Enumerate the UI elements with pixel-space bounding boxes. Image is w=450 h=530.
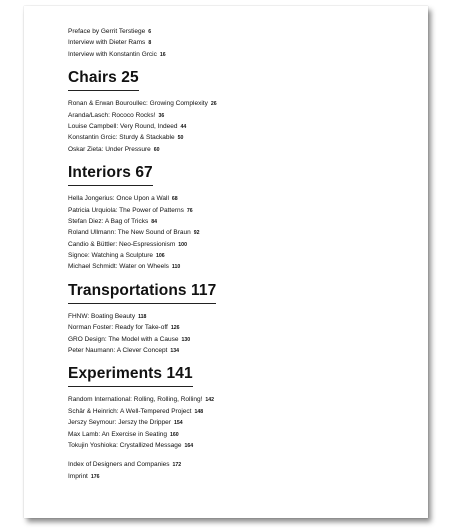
toc-entry (68, 429, 408, 440)
toc-entry (68, 144, 408, 155)
entry-title: Louise Campbell: Very Round, Indeed (68, 122, 178, 130)
entry-title: Norman Foster: Ready for Take-off (68, 324, 168, 332)
toc-entry (68, 250, 408, 261)
book-page (24, 6, 428, 518)
entry-page: 50 (177, 135, 184, 142)
intro-list (68, 26, 408, 60)
section-interiors (68, 164, 408, 273)
toc-entry (68, 394, 408, 405)
toc-entry (68, 110, 408, 121)
section-experiments (68, 365, 408, 451)
entry-page: 44 (180, 123, 187, 130)
entry-title: Ronan & Erwan Bouroullec: Growing Complexity (68, 100, 208, 108)
entry-page: 148 (194, 408, 204, 415)
toc-entry (68, 345, 408, 356)
entry-page: 100 (178, 241, 187, 248)
entry-page: 176 (90, 473, 100, 480)
entry-title: Aranda/Lasch: Rococo Rocks! (68, 111, 156, 119)
table-of-contents (68, 26, 408, 482)
entry-title: Stefan Diez: A Bag of Tricks (68, 217, 149, 225)
toc-entry (68, 121, 408, 132)
entry-page: 164 (184, 442, 194, 449)
entry-title: Preface by Gerrit Terstiege (68, 28, 146, 35)
toc-entry (68, 205, 408, 216)
entry-page: 126 (170, 325, 180, 332)
entry-page: 118 (138, 313, 147, 320)
entry-title: Signce: Watching a Sculpture (68, 252, 154, 260)
entry-title: GRO Design: The Model with a Cause (68, 335, 179, 343)
entry-title: Hella Jongerius: Once Upon a Wall (68, 195, 169, 203)
entry-title: Tokujin Yoshioka: Crystallized Message (68, 441, 182, 449)
toc-entry (68, 322, 408, 333)
entry-page: 92 (193, 230, 200, 237)
entry-page: 106 (156, 253, 165, 260)
entry-title: Roland Ullmann: The New Sound of Braun (68, 229, 191, 237)
entry-title: Imprint (68, 472, 88, 480)
toc-entry (68, 239, 408, 250)
toc-entry (68, 26, 408, 37)
entry-title: Index of Designers and Companies (68, 461, 170, 469)
entry-title: Interview with Konstantin Grcic (68, 50, 157, 58)
toc-entry (68, 216, 408, 227)
entry-page: 60 (153, 146, 160, 153)
section-heading: Transportations 117 (68, 282, 216, 304)
entry-page: 36 (158, 112, 165, 119)
spacer (68, 451, 408, 459)
entry-page: 134 (170, 348, 180, 355)
section-chairs (68, 69, 408, 155)
entry-page: 8 (148, 40, 152, 47)
entry-page: 110 (171, 264, 181, 271)
section-heading: Chairs 25 (68, 69, 139, 91)
entry-page: 142 (205, 397, 215, 404)
section-heading: Interiors 67 (68, 164, 153, 186)
toc-entry (68, 261, 408, 272)
entry-page: 68 (171, 196, 178, 203)
toc-entry (68, 98, 408, 109)
entry-title: Candio & Büttler: Neo-Espressionism (68, 240, 176, 248)
toc-entry (68, 311, 408, 322)
entry-page: 130 (181, 336, 191, 343)
entry-title: FHNW: Boating Beauty (68, 312, 136, 320)
toc-entry (68, 471, 408, 482)
entry-title: Oskar Zieta: Under Pressure (68, 145, 151, 153)
entry-page: 84 (151, 218, 157, 225)
entry-page: 172 (172, 462, 182, 469)
toc-entry (68, 227, 408, 238)
entry-page: 16 (159, 51, 166, 58)
entry-title: Patricia Urquiola: The Power of Patterns (68, 206, 184, 214)
toc-entry (68, 406, 408, 417)
entry-title: Schär & Heinrich: A Well-Tempered Project (68, 407, 192, 415)
outro-list (68, 459, 408, 482)
entry-page: 6 (148, 29, 152, 35)
entry-title: Max Lamb: An Exercise in Seating (68, 430, 167, 438)
entry-title: Peter Naumann: A Clever Concept (68, 347, 168, 355)
entry-title: Jerszy Seymour: Jerszy the Dripper (68, 419, 171, 427)
entry-title: Random International: Rolling, Rolling, Rolling! (68, 396, 203, 404)
toc-entry (68, 132, 408, 143)
toc-entry (68, 459, 408, 470)
toc-entry (68, 334, 408, 345)
section-transportations (68, 282, 408, 357)
toc-entry (68, 49, 408, 60)
entry-title: Interview with Dieter Rams (68, 39, 146, 47)
entry-title: Michael Schmidt: Water on Wheels (68, 263, 169, 271)
entry-page: 26 (210, 101, 217, 108)
entry-page: 154 (173, 420, 183, 427)
entry-page: 160 (170, 431, 179, 438)
section-heading: Experiments 141 (68, 365, 193, 387)
entry-title: Konstantin Grcic: Sturdy & Stackable (68, 134, 175, 142)
toc-entry (68, 417, 408, 428)
toc-entry (68, 37, 408, 48)
toc-entry (68, 193, 408, 204)
toc-entry (68, 440, 408, 451)
entry-page: 76 (186, 207, 193, 214)
